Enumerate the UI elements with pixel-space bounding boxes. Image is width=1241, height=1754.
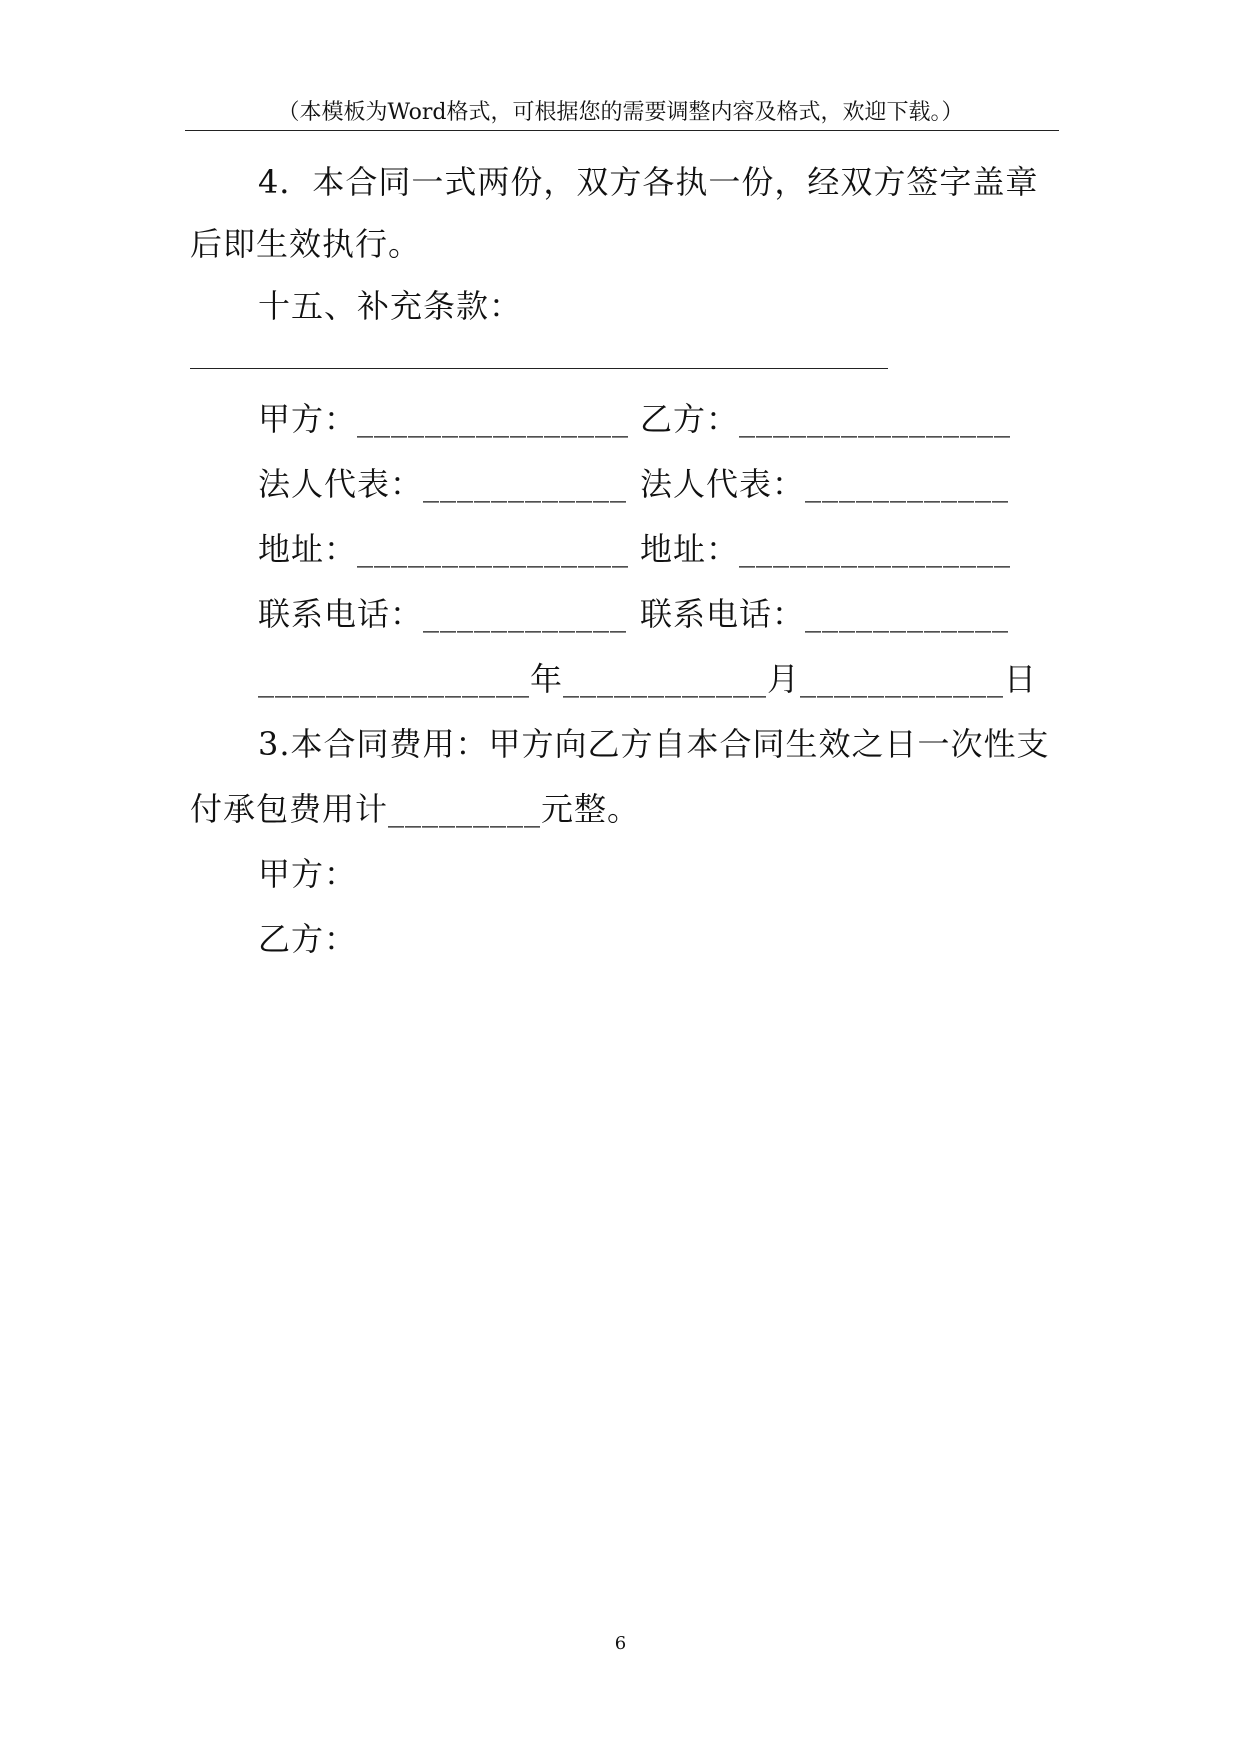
- party-b-field: 乙方：________________: [640, 400, 1012, 438]
- clause-4-line-2: 后即生效执行。: [190, 225, 422, 263]
- legal-rep-a-field: 法人代表：____________: [258, 465, 628, 503]
- clause-3-line-1: 3.本合同费用：甲方向乙方自本合同生效之日一次性支: [258, 725, 1050, 763]
- final-party-a-label: 甲方：: [258, 855, 358, 893]
- legal-rep-b-field: 法人代表：____________: [640, 465, 1010, 503]
- template-note-header: （本模板为Word格式，可根据您的需要调整内容及格式，欢迎下载。）: [277, 100, 964, 125]
- header-divider: [185, 130, 1059, 131]
- final-party-b-label: 乙方：: [258, 920, 358, 958]
- section-15-heading: 十五、补充条款：: [258, 287, 523, 325]
- phone-b-field: 联系电话：____________: [640, 595, 1010, 633]
- phone-a-field: 联系电话：____________: [258, 595, 628, 633]
- supplementary-terms-blank-line: [190, 368, 888, 369]
- address-a-field: 地址：________________: [258, 530, 630, 568]
- clause-3-line-2: 付承包费用计_________元整。: [190, 790, 641, 828]
- clause-4-line-1: 4．本合同一式两份，双方各执一份，经双方签字盖章: [258, 163, 1039, 201]
- party-a-field: 甲方：________________: [258, 400, 630, 438]
- page-number: 6: [614, 1633, 627, 1654]
- address-b-field: 地址：________________: [640, 530, 1012, 568]
- date-line: ________________年____________月____________日: [258, 660, 1038, 698]
